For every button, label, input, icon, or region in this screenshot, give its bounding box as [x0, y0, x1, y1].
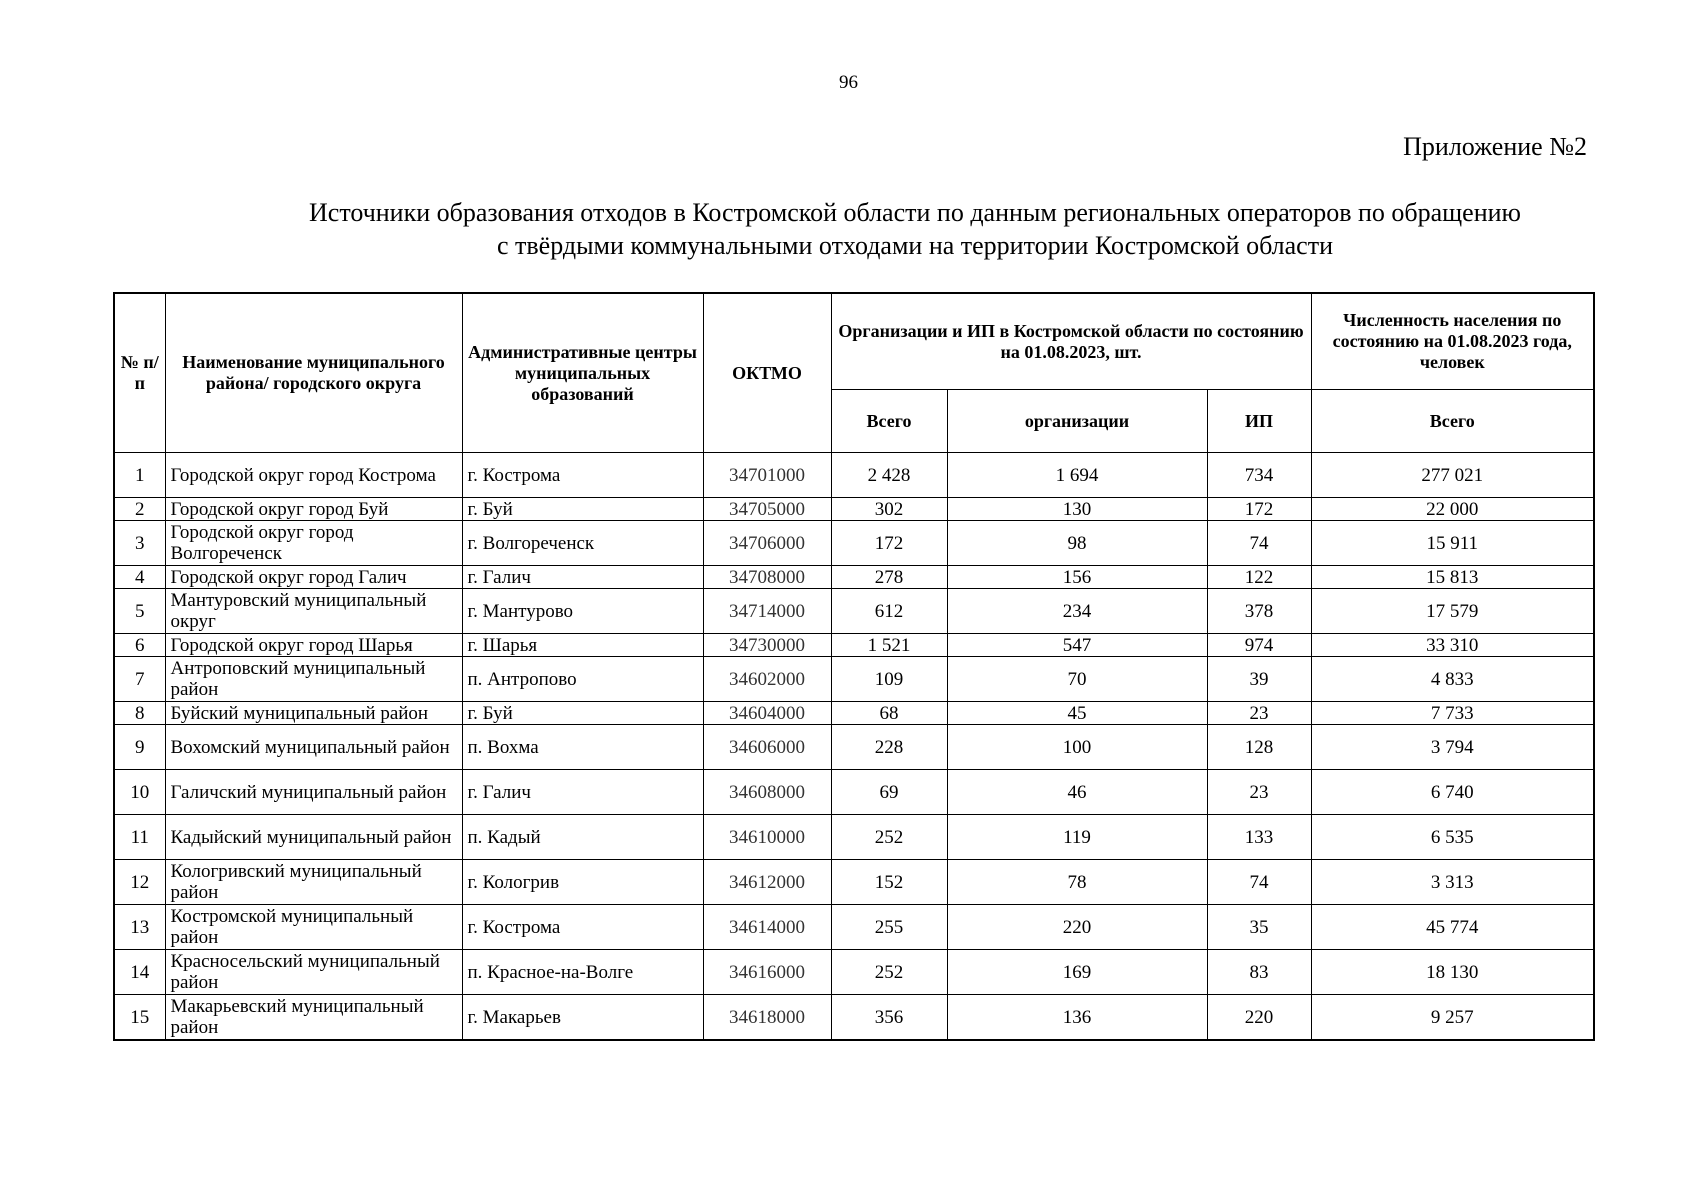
cell-name: Городской округ город Кострома — [165, 453, 462, 498]
table-row — [114, 498, 1594, 521]
cell-total: 356 — [831, 995, 947, 1041]
header-oktmo: ОКТМО — [703, 293, 831, 453]
cell-admin-center: г. Кострома — [462, 453, 703, 498]
header-orgs-group: Организации и ИП в Костромской области по состоянию на 01.08.2023, шт. — [831, 293, 1311, 390]
table-row — [114, 657, 1594, 702]
cell-ip: 172 — [1207, 498, 1311, 521]
cell-num: 12 — [114, 860, 165, 905]
cell-name: Городской округ город Волгореченск — [165, 521, 462, 566]
cell-total: 2 428 — [831, 453, 947, 498]
cell-total: 172 — [831, 521, 947, 566]
cell-ip: 83 — [1207, 950, 1311, 995]
header-total: Всего — [831, 390, 947, 453]
table-row — [114, 905, 1594, 950]
cell-num: 8 — [114, 702, 165, 725]
cell-population: 45 774 — [1311, 905, 1594, 950]
cell-num: 3 — [114, 521, 165, 566]
table-row — [114, 453, 1594, 498]
cell-total: 69 — [831, 770, 947, 815]
cell-population: 6 740 — [1311, 770, 1594, 815]
page-number: 96 — [839, 72, 858, 93]
cell-population: 15 911 — [1311, 521, 1594, 566]
cell-organizations: 169 — [947, 950, 1207, 995]
cell-ip: 39 — [1207, 657, 1311, 702]
cell-name: Макарьевский муниципальный район — [165, 995, 462, 1041]
cell-num: 2 — [114, 498, 165, 521]
header-ip: ИП — [1207, 390, 1311, 453]
cell-organizations: 547 — [947, 634, 1207, 657]
document-title — [240, 196, 1590, 262]
cell-num: 13 — [114, 905, 165, 950]
cell-organizations: 100 — [947, 725, 1207, 770]
cell-admin-center: п. Антропово — [462, 657, 703, 702]
cell-name: Городской округ город Галич — [165, 566, 462, 589]
cell-total: 1 521 — [831, 634, 947, 657]
table-row — [114, 995, 1594, 1041]
cell-population: 277 021 — [1311, 453, 1594, 498]
cell-num: 9 — [114, 725, 165, 770]
cell-num: 14 — [114, 950, 165, 995]
cell-population: 17 579 — [1311, 589, 1594, 634]
cell-oktmo: 34608000 — [703, 770, 831, 815]
cell-organizations: 119 — [947, 815, 1207, 860]
cell-population: 3 794 — [1311, 725, 1594, 770]
table-header-row — [114, 293, 1594, 390]
cell-population: 18 130 — [1311, 950, 1594, 995]
cell-oktmo: 34706000 — [703, 521, 831, 566]
cell-ip: 74 — [1207, 860, 1311, 905]
cell-num: 1 — [114, 453, 165, 498]
cell-organizations: 45 — [947, 702, 1207, 725]
cell-name: Буйский муниципальный район — [165, 702, 462, 725]
cell-name: Кологривский муниципальный район — [165, 860, 462, 905]
cell-organizations: 220 — [947, 905, 1207, 950]
cell-organizations: 78 — [947, 860, 1207, 905]
cell-organizations: 156 — [947, 566, 1207, 589]
header-name: Наименование муниципального района/ городского округа — [165, 293, 462, 453]
cell-name: Галичский муниципальный район — [165, 770, 462, 815]
table-row — [114, 770, 1594, 815]
cell-oktmo: 34618000 — [703, 995, 831, 1041]
title-line-2: с твёрдыми коммунальными отходами на территории Костромской области — [496, 231, 1333, 260]
title-line-1: Источники образования отходов в Костромской области по данным региональных операторов по обращению — [309, 198, 1521, 227]
table-row — [114, 815, 1594, 860]
cell-name: Городской округ город Шарья — [165, 634, 462, 657]
cell-organizations: 46 — [947, 770, 1207, 815]
cell-num: 4 — [114, 566, 165, 589]
cell-total: 252 — [831, 815, 947, 860]
cell-admin-center: г. Галич — [462, 566, 703, 589]
cell-ip: 23 — [1207, 770, 1311, 815]
cell-ip: 378 — [1207, 589, 1311, 634]
cell-oktmo: 34604000 — [703, 702, 831, 725]
cell-num: 6 — [114, 634, 165, 657]
cell-num: 15 — [114, 995, 165, 1041]
cell-num: 11 — [114, 815, 165, 860]
table-row — [114, 950, 1594, 995]
cell-ip: 23 — [1207, 702, 1311, 725]
header-num: № п/п — [114, 293, 165, 453]
cell-total: 255 — [831, 905, 947, 950]
cell-admin-center: п. Вохма — [462, 725, 703, 770]
cell-oktmo: 34606000 — [703, 725, 831, 770]
cell-admin-center: г. Кологрив — [462, 860, 703, 905]
cell-population: 15 813 — [1311, 566, 1594, 589]
cell-total: 228 — [831, 725, 947, 770]
cell-population: 7 733 — [1311, 702, 1594, 725]
cell-admin-center: г. Шарья — [462, 634, 703, 657]
header-population-group: Численность населения по состоянию на 01.08.2023 года, человек — [1311, 293, 1594, 390]
cell-ip: 974 — [1207, 634, 1311, 657]
cell-num: 7 — [114, 657, 165, 702]
cell-admin-center: г. Макарьев — [462, 995, 703, 1041]
cell-oktmo: 34730000 — [703, 634, 831, 657]
cell-admin-center: г. Волгореченск — [462, 521, 703, 566]
cell-oktmo: 34610000 — [703, 815, 831, 860]
cell-organizations: 98 — [947, 521, 1207, 566]
cell-total: 109 — [831, 657, 947, 702]
cell-oktmo: 34705000 — [703, 498, 831, 521]
cell-name: Вохомский муниципальный район — [165, 725, 462, 770]
header-organizations: организации — [947, 390, 1207, 453]
header-pop-total: Всего — [1311, 390, 1594, 453]
cell-ip: 734 — [1207, 453, 1311, 498]
cell-num: 5 — [114, 589, 165, 634]
table-row — [114, 725, 1594, 770]
cell-num: 10 — [114, 770, 165, 815]
cell-population: 22 000 — [1311, 498, 1594, 521]
cell-oktmo: 34714000 — [703, 589, 831, 634]
cell-name: Костромской муниципальный район — [165, 905, 462, 950]
cell-total: 68 — [831, 702, 947, 725]
cell-organizations: 1 694 — [947, 453, 1207, 498]
cell-name: Антроповский муниципальный район — [165, 657, 462, 702]
cell-total: 612 — [831, 589, 947, 634]
cell-ip: 128 — [1207, 725, 1311, 770]
header-admin-center: Административные центры муниципальных образований — [462, 293, 703, 453]
waste-sources-table — [113, 292, 1595, 1041]
table-row — [114, 589, 1594, 634]
cell-oktmo: 34701000 — [703, 453, 831, 498]
cell-population: 6 535 — [1311, 815, 1594, 860]
table-row — [114, 860, 1594, 905]
table-row — [114, 702, 1594, 725]
cell-name: Кадыйский муниципальный район — [165, 815, 462, 860]
table-row — [114, 634, 1594, 657]
cell-organizations: 130 — [947, 498, 1207, 521]
cell-admin-center: г. Галич — [462, 770, 703, 815]
cell-total: 278 — [831, 566, 947, 589]
cell-name: Красносельский муниципальный район — [165, 950, 462, 995]
cell-oktmo: 34612000 — [703, 860, 831, 905]
cell-total: 302 — [831, 498, 947, 521]
cell-organizations: 234 — [947, 589, 1207, 634]
cell-oktmo: 34614000 — [703, 905, 831, 950]
cell-oktmo: 34602000 — [703, 657, 831, 702]
cell-ip: 133 — [1207, 815, 1311, 860]
table-row — [114, 566, 1594, 589]
cell-name: Городской округ город Буй — [165, 498, 462, 521]
cell-admin-center: г. Кострома — [462, 905, 703, 950]
cell-ip: 74 — [1207, 521, 1311, 566]
cell-population: 3 313 — [1311, 860, 1594, 905]
cell-total: 252 — [831, 950, 947, 995]
cell-population: 4 833 — [1311, 657, 1594, 702]
table-row — [114, 521, 1594, 566]
cell-ip: 122 — [1207, 566, 1311, 589]
table-body — [114, 453, 1594, 1041]
cell-name: Мантуровский муниципальный округ — [165, 589, 462, 634]
cell-oktmo: 34616000 — [703, 950, 831, 995]
cell-admin-center: п. Красное-на-Волге — [462, 950, 703, 995]
cell-oktmo: 34708000 — [703, 566, 831, 589]
cell-ip: 35 — [1207, 905, 1311, 950]
cell-admin-center: п. Кадый — [462, 815, 703, 860]
appendix-label: Приложение №2 — [1403, 132, 1587, 161]
cell-admin-center: г. Буй — [462, 498, 703, 521]
cell-admin-center: г. Мантурово — [462, 589, 703, 634]
cell-organizations: 70 — [947, 657, 1207, 702]
cell-total: 152 — [831, 860, 947, 905]
cell-organizations: 136 — [947, 995, 1207, 1041]
cell-population: 9 257 — [1311, 995, 1594, 1041]
cell-ip: 220 — [1207, 995, 1311, 1041]
cell-population: 33 310 — [1311, 634, 1594, 657]
cell-admin-center: г. Буй — [462, 702, 703, 725]
